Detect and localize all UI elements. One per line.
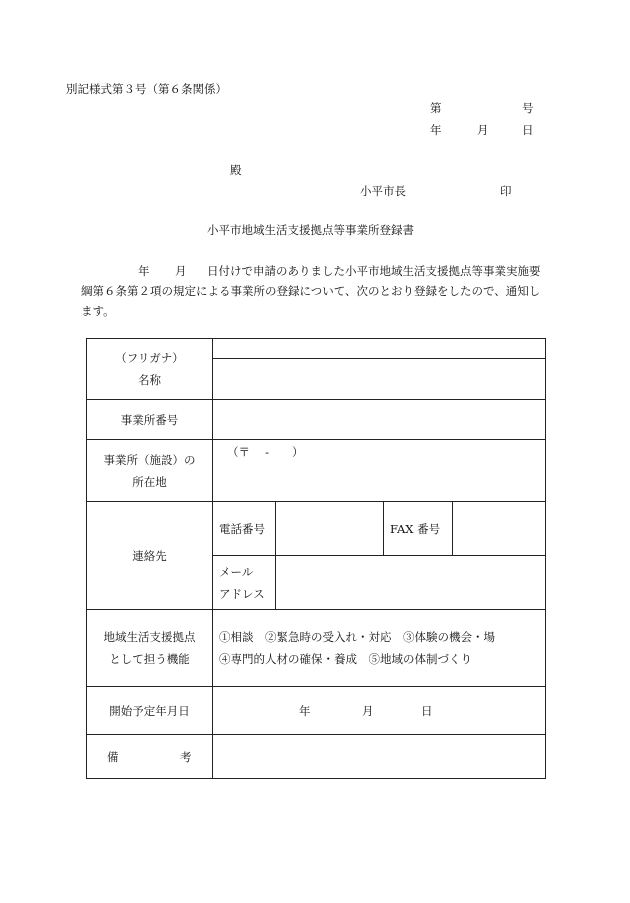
address-label-cell — [87, 440, 213, 502]
furigana-label: （フリガナ） — [115, 351, 184, 365]
doc-number-suffix: 号 — [522, 101, 534, 115]
postal-code-prefix: （〒 - ） — [227, 445, 304, 459]
function-label-line-2: として担う機能 — [109, 652, 190, 666]
address-label-line-2: 所在地 — [132, 474, 167, 489]
seal-mark: 印 — [500, 184, 512, 198]
start-date-label: 開始予定年月日 — [87, 687, 213, 735]
furigana-field[interactable] — [213, 339, 546, 359]
start-date-day: 日 — [421, 704, 433, 718]
email-field[interactable] — [276, 556, 546, 610]
date-day: 日 — [522, 123, 534, 137]
email-label-line-1: メール — [219, 564, 254, 579]
function-options-line-2: ④専門的人材の確保・養成 ⑤地域の体制づくり — [219, 652, 472, 666]
fax-field[interactable] — [453, 502, 546, 556]
issuer-name: 小平市長 — [360, 184, 406, 198]
name-label: 名称 — [138, 373, 161, 387]
form-number: 別記様式第３号（第６条関係） — [66, 82, 227, 96]
function-label-cell — [87, 610, 213, 687]
addressee-suffix: 殿 — [230, 163, 242, 177]
start-date-year: 年 — [299, 704, 311, 718]
contact-label: 連絡先 — [87, 502, 213, 610]
office-number-label: 事業所番号 — [87, 400, 213, 440]
remarks-label-char-2: 考 — [180, 750, 192, 764]
fax-label: FAX 番号 — [384, 502, 453, 556]
body-year: 年 — [138, 264, 150, 278]
phone-label: 電話番号 — [213, 502, 276, 556]
document-title: 小平市地域生活支援拠点等事業所登録書 — [207, 223, 414, 237]
registration-table — [86, 338, 546, 779]
office-number-field[interactable] — [213, 400, 546, 440]
name-field[interactable] — [213, 359, 546, 400]
body-line-3: ます。 — [81, 304, 115, 318]
start-date-month: 月 — [362, 704, 374, 718]
function-options-line-1: ①相談 ②緊急時の受入れ・対応 ③体験の機会・場 — [219, 630, 495, 644]
phone-field[interactable] — [276, 502, 384, 556]
start-date-field[interactable] — [213, 687, 546, 735]
body-line-2: 綱第６条第２項の規定による事業所の登録について、次のとおり登録をしたので、通知し — [81, 284, 541, 298]
function-options — [213, 610, 546, 687]
address-field[interactable] — [213, 440, 546, 502]
address-label-line-1: 事業所（施設）の — [103, 452, 196, 467]
body-month: 月 — [175, 264, 187, 278]
date-year: 年 — [430, 123, 442, 137]
remarks-label-cell — [87, 735, 213, 779]
function-label-line-1: 地域生活支援拠点 — [103, 630, 196, 644]
doc-number-prefix: 第 — [430, 101, 442, 115]
email-label-line-2: アドレス — [219, 586, 265, 601]
date-month: 月 — [477, 123, 489, 137]
name-label-cell — [87, 339, 213, 400]
remarks-label-char-1: 備 — [107, 750, 119, 764]
email-label-cell — [213, 556, 276, 610]
remarks-field[interactable] — [213, 735, 546, 779]
body-line-1: 日付けで申請のありました小平市地域生活支援拠点等事業実施要 — [207, 264, 541, 278]
